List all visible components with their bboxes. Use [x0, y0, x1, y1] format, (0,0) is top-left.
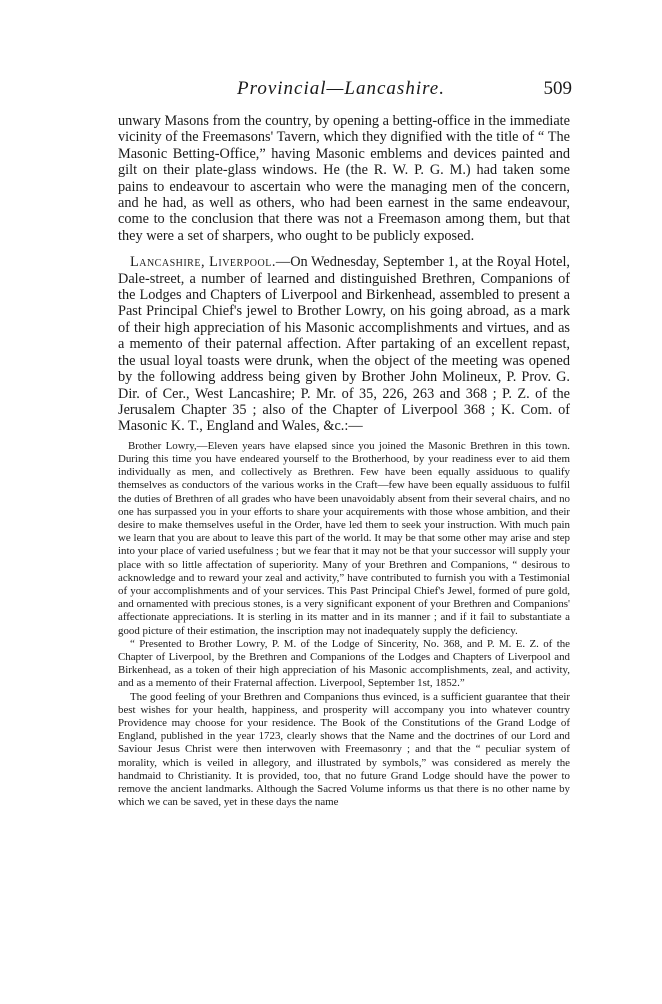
paragraph-lancashire-liverpool [118, 254, 570, 434]
running-head: Provincial—Lancashire. [237, 78, 445, 99]
address-inscription: “ Presented to Brother Lowry, P. M. of the Lodge of Sincerity, No. 368, and P. M. E. Z. of the Chapter of Liverpool, by the Brethren and Companions of the Lodges and Chapters of Liverpool and Birkenhead, as a token of their high appreciation of his Masonic accomplishments, zeal, and activity, and as a memento of their Fraternal affection. Liverpool, September 1st, 1852.” [118, 637, 570, 690]
page-header [110, 78, 572, 102]
page-number: 509 [543, 78, 572, 99]
address-block [118, 440, 570, 810]
address-paragraph-1: Brother Lowry,—Eleven years have elapsed since you joined the Masonic Brethren in this town. During this time you have endeared yourself to the Brotherhood, by your readiness ever to aid them individually as men, and collectively as Brethren. Few have been equally assiduous to qualify themselves as conductors of the various works in the Craft—few have been equally assiduous to fulfil the duties of Brethren of all grades who have been unavoidably absent from their several chairs, and no one has surpassed you in your efforts to share your acquirements with those whose ambition, and their desire to make themselves useful in the Order, have led them to seek your instruction. With much pain we learn that you are about to leave this part of the world. It may be that some other may arise and step into your place of varied usefulness ; but we fear that it may not be that your successor will supply your place with so little affectation of superiority. Many of your Brethren and Companions, “ desirous to acknowledge and to reward your zeal and activity,” have contributed to furnish you with a Testimonial of your accomplishments and of your services. This Past Principal Chief's Jewel, formed of pure gold, and ornamented with precious stones, is a very significant exponent of your Brethren and Companions' affectionate appreciations. It is sterling in its matter and in its manner ; and if it fail to substantiate a good picture of their estimation, the inscription may not inadequately supply the deficiency. [118, 439, 570, 637]
body-text [118, 113, 570, 809]
paragraph-betting-office: unwary Masons from the country, by opening a betting-office in the immediate vicinity of the Freemasons' Tavern, which they dignified with the title of “ The Masonic Betting-Office,” having Masonic emblems and devices painted and gilt on their plate-glass windows. He (the R. W. P. G. M.) had taken some pains to endeavour to ascertain who were the managing men of the concern, and he had, as well as others, who had been earnest in the same endeavour, come to the conclusion that there was not a Freemason among them, but that they were a set of sharpers, who ought to be publicly exposed. [118, 113, 570, 244]
section-lead-heading: Lancashire, Liverpool. [130, 254, 276, 271]
paragraph-lancashire-liverpool-text: —On Wednesday, September 1, at the Royal Hotel, Dale-street, a number of learned and distinguished Brethren, Companions of the Lodges and Chapters of Liverpool and Birkenhead, assembled to present a Past Principal Chief's jewel to Brother Lowry, on his going abroad, as a mark of their high appreciation of his Masonic accomplishments and virtues, and as a memento of their paternal affection. After partaking of an excellent repast, the usual loyal toasts were drunk, when the object of the meeting was opened by the following address being given by Brother John Molineux, P. Prov. G. Dir. of Cer., West Lancashire; P. Mr. of 35, 226, 263 and 368 ; P. Z. of the Jerusalem Chapter 35 ; also of the Chapter of Liverpool 368 ; K. Com. of Masonic K. T., England and Wales, &c.:— [118, 254, 571, 435]
address-paragraph-2: The good feeling of your Brethren and Companions thus evinced, is a sufficient guarantee that their best wishes for your health, happiness, and prosperity will accompany you into whatever country Providence may choose for your residence. The Book of the Constitutions of the Grand Lodge of England, published in the year 1723, clearly shows that the Name and the doctrines of our Lord and Saviour Jesus Christ were then interwoven with Freemasonry ; and that the “ peculiar system of morality, which is veiled in allegory, and illustrated by symbols,” was considered as merely the handmaid to Christianity. It is provided, too, that no future Grand Lodge should have the power to remove the ancient landmarks. Although the Sacred Volume informs us that there is no other name by which we can be saved, yet in these days the name [118, 690, 570, 809]
